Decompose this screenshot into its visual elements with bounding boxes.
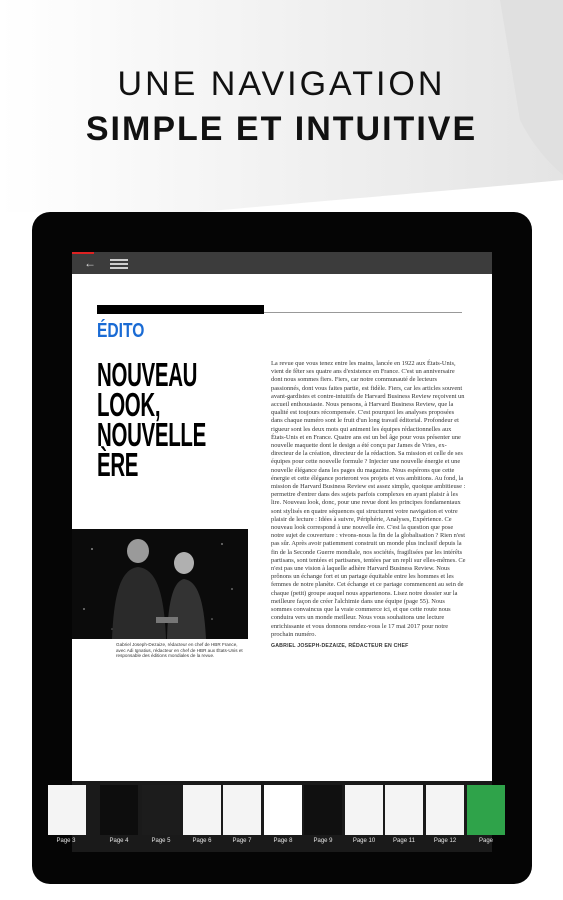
reader-screen: [56, 252, 493, 852]
thumbnail-label: Page 12: [433, 838, 457, 844]
thumbnail[interactable]: [100, 785, 138, 835]
headline-line2: SIMPLE ET INTUITIVE: [85, 110, 478, 148]
promo-headline: [0, 62, 563, 152]
magazine-page[interactable]: [72, 274, 492, 781]
photo-image: [72, 529, 248, 639]
article-title: [97, 356, 252, 483]
thumbnail-label: Page 8: [273, 838, 293, 844]
photo-caption: Gabriel Joseph-Dezaize, rédacteur en chef de HBR France, avec Adi Ignatius, rédacteur en chef de HBR aux États-Unis et responsable des éditions mondiales de la revue.: [116, 642, 243, 659]
title-line2: NOUVELLE ÈRE: [97, 416, 206, 483]
thumbnail[interactable]: [223, 785, 261, 835]
article-signature: GABRIEL JOSEPH-DEZAIZE, RÉDACTEUR EN CHEF: [271, 642, 409, 649]
back-arrow-icon[interactable]: ←: [84, 256, 96, 270]
thumbnail-label: Page 9: [313, 838, 333, 844]
thumbnail[interactable]: [345, 785, 383, 835]
article-text: La revue que vous tenez entre les mains, lancée en 1922 aux États-Unis, vient de fêter ses quatre ans d'existence en France. C'est un anniversaire dont nous sommes fiers. Fiers, car notre communauté de lecteurs passionnés, dont vous faites partie, est fidèle. Fiers, car les articles souvent avant-gardistes et contre-intuitifs de Harvard Business Review reçoivent un accueil enthousiaste. Nous pensons, à Harvard Business Review, que la qualité est toujours récompensée. C'est pourquoi les analyses proposées dans chaque numéro sont le fruit d'un long travail éditorial. Profondeur et rigueur sont les deux mots qui animent les équipes rédactionnelles aux États-Unis et en France. Quatre ans est un bel âge pour vous présenter une nouvelle maquette dont le design a été conçu par James de Vries, ex-directeur de la création, directeur de la rédaction. Sa mission et celle de ses équipes pour cette nouvelle formule ? Injecter une nouvelle énergie et une nouvelle élégance dans les pages du magazine. Nous espérons que cette énergie et cette élégance porteront vos projets et vos ambitions. Au fond, la mission de Harvard Business Review est assez simple, quoique ambitieuse : permettre d'entrer dans des sujets parfois complexes en ayant plaisir à les lire. Nouveau look, donc, pour une revue dont les principes fondamentaux sont stylisés en quatre séquences qui structurent votre navigation et votre plaisir de lecture : Idées à suivre, Périphérie, Analyses, Expérience. Ce nouveau look correspond à une nouvelle ère. C'est la question que pose notre sujet de couverture : vivons-nous la fin de la globalisation ? Rien n'est pas sûr. Après avoir patiemment construit un monde plus inclusif depuis la fin de la Seconde Guerre mondiale, nos sociétés, fragilisées par les intérêts partisans, sont tentées et partisanes, tentées par un repli sur elles-mêmes. Ce n'est pas une vision à laquelle adhère Harvard Business Review. Nous prônons un échange fort et un partage équitable entre les hommes et les femmes de notre planète. Cet échange et ce partage commencent au sein de chaque (petit) groupe auquel nous appartenons. Lisez notre dossier sur la meilleure façon de créer l'alchimie dans une équipe (page 55). Nous sommes convaincus que la vraie commerce ici, et que cette route nous conduira vers un monde meilleur. Nous vous souhaitons une lecture enrichissante et vous donnons rendez-vous le 17 mai 2017 pour notre prochain numéro.: [271, 360, 466, 638]
thumbnail-label: Page 5: [151, 838, 171, 844]
page-thumbnail-strip: [56, 781, 493, 852]
article-photo: [72, 529, 248, 639]
thumbnail[interactable]: [426, 785, 464, 835]
thumbnail-label: Page: [478, 838, 493, 844]
thumbnail[interactable]: [385, 785, 423, 835]
thumbnail[interactable]: [48, 785, 86, 835]
thumbnail-label: Page 3: [56, 838, 76, 844]
section-label: ÉDITO: [97, 320, 145, 342]
thumbnail[interactable]: [304, 785, 342, 835]
thumbnail[interactable]: [264, 785, 302, 835]
thumbnail[interactable]: [183, 785, 221, 835]
thumbnail-label: Page 6: [192, 838, 212, 844]
thumbnail-label: Page 10: [352, 838, 376, 844]
thumbnail-label: Page 11: [393, 838, 415, 844]
toolbar-accent: [72, 252, 94, 254]
reader-toolbar: [72, 252, 492, 274]
thumbnail-label: Page 4: [109, 838, 129, 844]
thumbnail[interactable]: [467, 785, 505, 835]
section-rule: [264, 312, 462, 313]
section-bar: [97, 305, 264, 314]
menu-icon[interactable]: [110, 259, 128, 269]
thumbnail-label: Page 7: [232, 838, 252, 844]
article-body: [271, 360, 467, 780]
headline-line1: UNE NAVIGATION: [117, 65, 446, 103]
title-line1: NOUVEAU LOOK,: [97, 356, 198, 423]
thumbnail[interactable]: [142, 785, 180, 835]
